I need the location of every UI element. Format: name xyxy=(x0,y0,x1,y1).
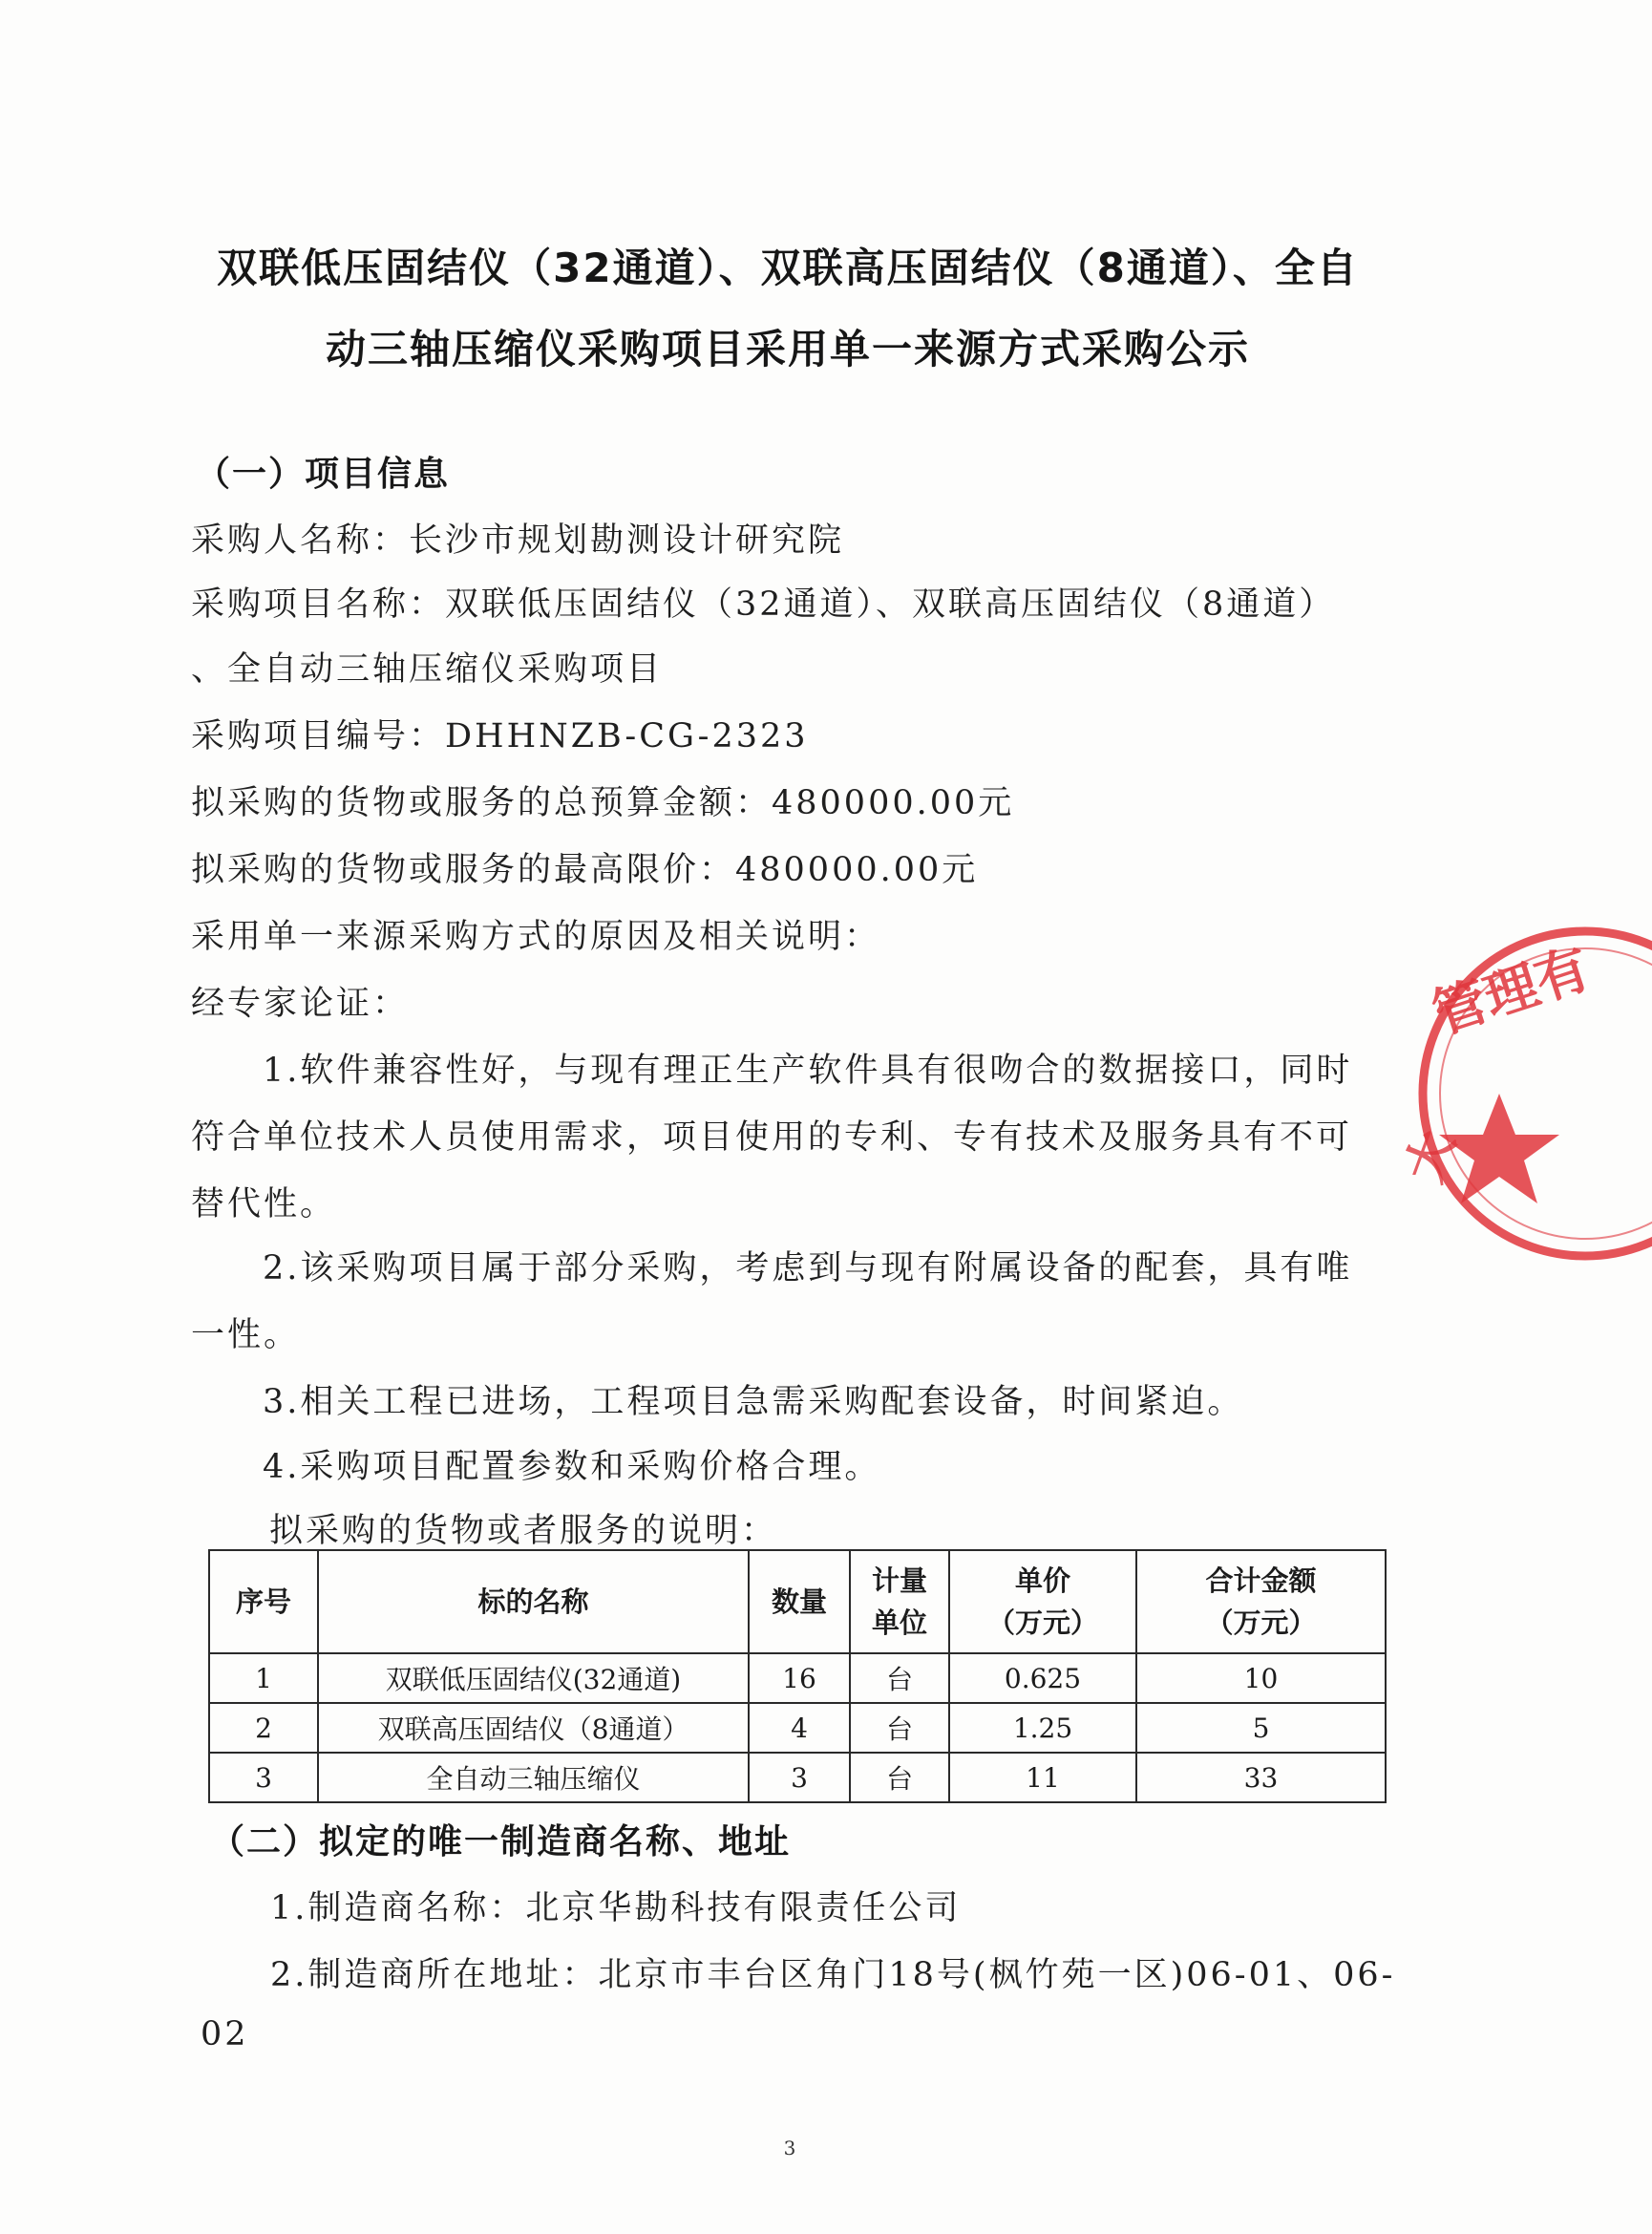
header-name: 标的名称 xyxy=(318,1550,749,1653)
cell-no: 3 xyxy=(209,1753,318,1802)
document-title-line-1: 双联低压固结仪（32通道）、双联高压固结仪（8通道）、全自 xyxy=(217,245,1359,291)
cell-price: 0.625 xyxy=(949,1653,1136,1703)
purchaser-name: 采购人名称：长沙市规划勘测设计研究院 xyxy=(191,521,845,560)
header-total: 合计金额 （万元） xyxy=(1136,1550,1386,1653)
project-number: 采购项目编号：DHHNZB-CG-2323 xyxy=(191,717,809,755)
cell-unit: 台 xyxy=(850,1753,949,1802)
cell-price: 11 xyxy=(949,1753,1136,1802)
reason-2-line-1: 2.该采购项目属于部分采购，考虑到与现有附属设备的配套，具有唯 xyxy=(263,1249,1353,1287)
header-qty: 数量 xyxy=(749,1550,850,1653)
header-unit: 计量 单位 xyxy=(850,1550,949,1653)
reason-intro: 采用单一来源采购方式的原因及相关说明： xyxy=(191,918,881,956)
reason-1-line-3: 替代性。 xyxy=(191,1185,337,1223)
cell-price: 1.25 xyxy=(949,1703,1136,1753)
cell-name: 双联高压固结仪（8通道） xyxy=(318,1703,749,1753)
svg-text:大: 大 xyxy=(1395,1123,1467,1190)
reason-4: 4.采购项目配置参数和采购价格合理。 xyxy=(263,1448,881,1486)
goods-description-intro: 拟采购的货物或者服务的说明： xyxy=(269,1512,778,1550)
manufacturer-address-line-2: 02 xyxy=(201,2015,249,2053)
official-seal-stamp xyxy=(1395,926,1652,1299)
header-unit-price: 单价 （万元） xyxy=(949,1550,1136,1653)
svg-text:管理有: 管理有 xyxy=(1425,937,1598,1047)
cell-no: 1 xyxy=(209,1653,318,1703)
cell-unit: 台 xyxy=(850,1703,949,1753)
page-number: 3 xyxy=(783,2137,796,2160)
header-no: 序号 xyxy=(209,1550,318,1653)
manufacturer-name: 1.制造商名称：北京华勘科技有限责任公司 xyxy=(270,1889,962,1927)
document-title-line-2: 动三轴压缩仪采购项目采用单一来源方式采购公示 xyxy=(325,326,1250,372)
cell-name: 全自动三轴压缩仪 xyxy=(318,1753,749,1802)
cell-total: 10 xyxy=(1136,1653,1386,1703)
cell-unit: 台 xyxy=(850,1653,949,1703)
table-row xyxy=(209,1653,1386,1703)
cell-name: 双联低压固结仪(32通道) xyxy=(318,1653,749,1703)
cell-qty: 4 xyxy=(749,1703,850,1753)
project-name-line-1: 采购项目名称：双联低压固结仪（32通道）、双联高压固结仪（8通道） xyxy=(191,585,1336,624)
cell-no: 2 xyxy=(209,1703,318,1753)
table-row xyxy=(209,1753,1386,1802)
reason-1-line-1: 1.软件兼容性好，与现有理正生产软件具有很吻合的数据接口，同时 xyxy=(263,1052,1353,1090)
cell-qty: 3 xyxy=(749,1753,850,1802)
project-name-line-2: 、全自动三轴压缩仪采购项目 xyxy=(191,650,664,689)
table-row xyxy=(209,1703,1386,1753)
expert-review: 经专家论证： xyxy=(191,985,410,1023)
cell-qty: 16 xyxy=(749,1653,850,1703)
table-header-row xyxy=(209,1550,1386,1653)
section-1-heading: （一）项目信息 xyxy=(196,455,451,494)
max-price: 拟采购的货物或服务的最高限价：480000.00元 xyxy=(191,851,979,889)
goods-table xyxy=(208,1549,1387,1803)
cell-total: 33 xyxy=(1136,1753,1386,1802)
section-2-heading: （二）拟定的唯一制造商名称、地址 xyxy=(210,1822,792,1862)
manufacturer-address-line-1: 2.制造商所在地址：北京市丰台区角门18号(枫竹苑一区)06-01、06- xyxy=(270,1956,1396,1994)
reason-1-line-2: 符合单位技术人员使用需求，项目使用的专利、专有技术及服务具有不可 xyxy=(191,1118,1353,1157)
reason-3: 3.相关工程已进场，工程项目急需采购配套设备，时间紧迫。 xyxy=(263,1383,1244,1421)
total-budget: 拟采购的货物或服务的总预算金额：480000.00元 xyxy=(191,784,1015,822)
cell-total: 5 xyxy=(1136,1703,1386,1753)
reason-2-line-2: 一性。 xyxy=(191,1316,301,1354)
